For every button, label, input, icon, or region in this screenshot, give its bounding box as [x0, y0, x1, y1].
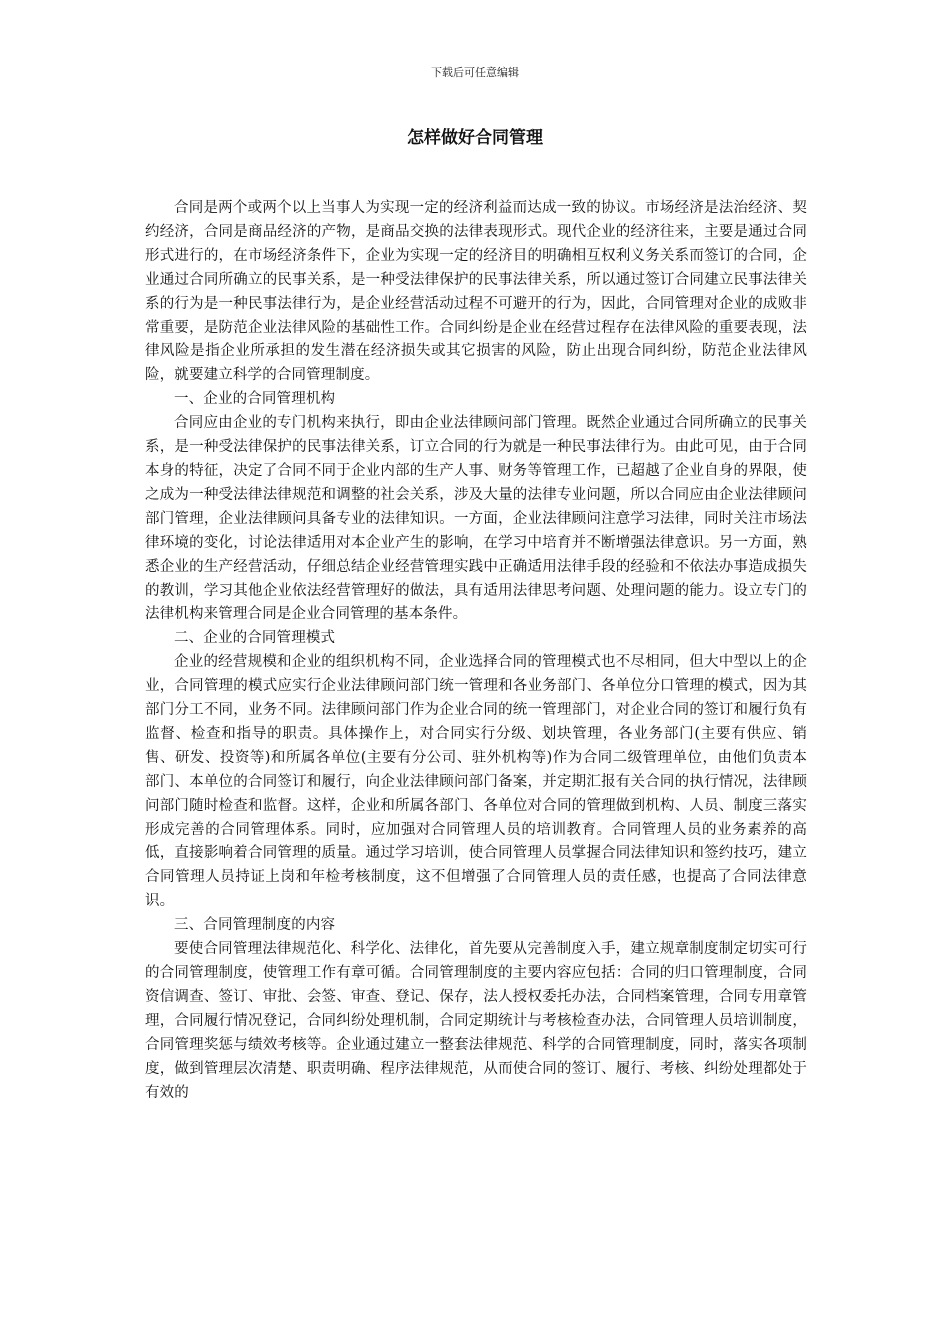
paragraph-intro: 合同是两个或两个以上当事人为实现一定的经济利益而达成一致的协议。市场经济是法治经济、契约经济，合同是商品经济的产物，是商品交换的法律表现形式。现代企业的经济往来，主要是通过合同形式进行的，在市场经济条件下，企业为实现一定的经济目的明确相互权利义务关系而签订的合同，企业通过合同所确立的民事关系，是一种受法律保护的民事法律关系，所以通过签订合同建立民事法律关系的行为是一种民事法律行为，是企业经营活动过程不可避开的行为，因此，合同管理对企业的成败非常重要，是防范企业法律风险的基础性工作。合同纠纷是企业在经营过程存在法律风险的重要表现，法律风险是指企业所承担的发生潜在经济损失或其它损害的风险，防止出现合同纠纷，防范企业法律风险，就要建立科学的合同管理制度。 [145, 200, 807, 384]
paragraph-section-1: 合同应由企业的专门机构来执行，即由企业法律顾问部门管理。既然企业通过合同所确立的民事关系，是一种受法律保护的民事法律关系，订立合同的行为就是一种民事法律行为。由此可见，由于合同本身的特征，决定了合同不同于企业内部的生产人事、财务等管理工作，已超越了企业自身的界限，使之成为一种受法律法律规范和调整的社会关系，涉及大量的法律专业问题，所以合同应由企业法律顾问部门管理，企业法律顾问具备专业的法律知识。一方面，企业法律顾问注意学习法律，同时关注市场法律环境的变化，讨论法律适用对本企业产生的影响，在学习中培育并不断增强法律意识。另一方面，熟悉企业的生产经营活动，仔细总结企业经营管理实践中正确适用法律手段的经验和不依法办事造成损失的教训，学习其他企业依法经营管理好的做法，具有适用法律思考问题、处理问题的能力。设立专门的法律机构来管理合同是企业合同管理的基本条件。 [145, 415, 807, 623]
paragraph-section-3: 要使合同管理法律规范化、科学化、法律化，首先要从完善制度入手，建立规章制度制定切实可行的合同管理制度，使管理工作有章可循。合同管理制度的主要内容应包括：合同的归口管理制度，合同资信调查、签订、审批、会签、审查、登记、保存，法人授权委托办法，合同档案管理，合同专用章管理，合同履行情况登记，合同纠纷处理机制，合同定期统计与考核检查办法，合同管理人员培训制度，合同管理奖惩与绩效考核等。企业通过建立一整套法律规范、科学的合同管理制度，同时，落实各项制度，做到管理层次清楚、职责明确、程序法律规范，从而使合同的签订、履行、考核、纠纷处理都处于有效的 [145, 941, 807, 1101]
document-title: 怎样做好合同管理 [407, 128, 543, 148]
paragraph-section-2: 企业的经营规模和企业的组织机构不同，企业选择合同的管理模式也不尽相同，但大中型以上的企业，合同管理的模式应实行企业法律顾问部门统一管理和各业务部门、各单位分口管理的模式，因为其部门分工不同，业务不同。法律顾问部门作为企业合同的统一管理部门，对企业合同的签订和履行负有监督、检查和指导的职责。具体操作上，对合同实行分级、划块管理，各业务部门(主要有供应、销售、研发、投资等)和所属各单位(主要有分公司、驻外机构等)作为合同二级管理单位，由他们负责本部门、本单位的合同签订和履行，向企业法律顾问部门备案，并定期汇报有关合同的执行情况，法律顾问部门随时检查和监督。这样，企业和所属各部门、各单位对合同的管理做到机构、人员、制度三落实形成完善的合同管理体系。同时，应加强对合同管理人员的培训教育。合同管理人员的业务素养的高低，直接影响着合同管理的质量。通过学习培训，使合同管理人员掌握合同法律知识和签约技巧，建立合同管理人员持证上岗和年检考核制度，这不但增强了合同管理人员的责任感，也提高了合同法律意识。 [145, 654, 807, 910]
document-body [145, 197, 807, 1105]
header-note: 下载后可任意编辑 [431, 66, 519, 79]
section-heading-2: 二、企业的合同管理模式 [174, 630, 336, 647]
section-heading-3: 三、合同管理制度的内容 [174, 917, 336, 934]
section-heading-1: 一、企业的合同管理机构 [174, 391, 336, 408]
